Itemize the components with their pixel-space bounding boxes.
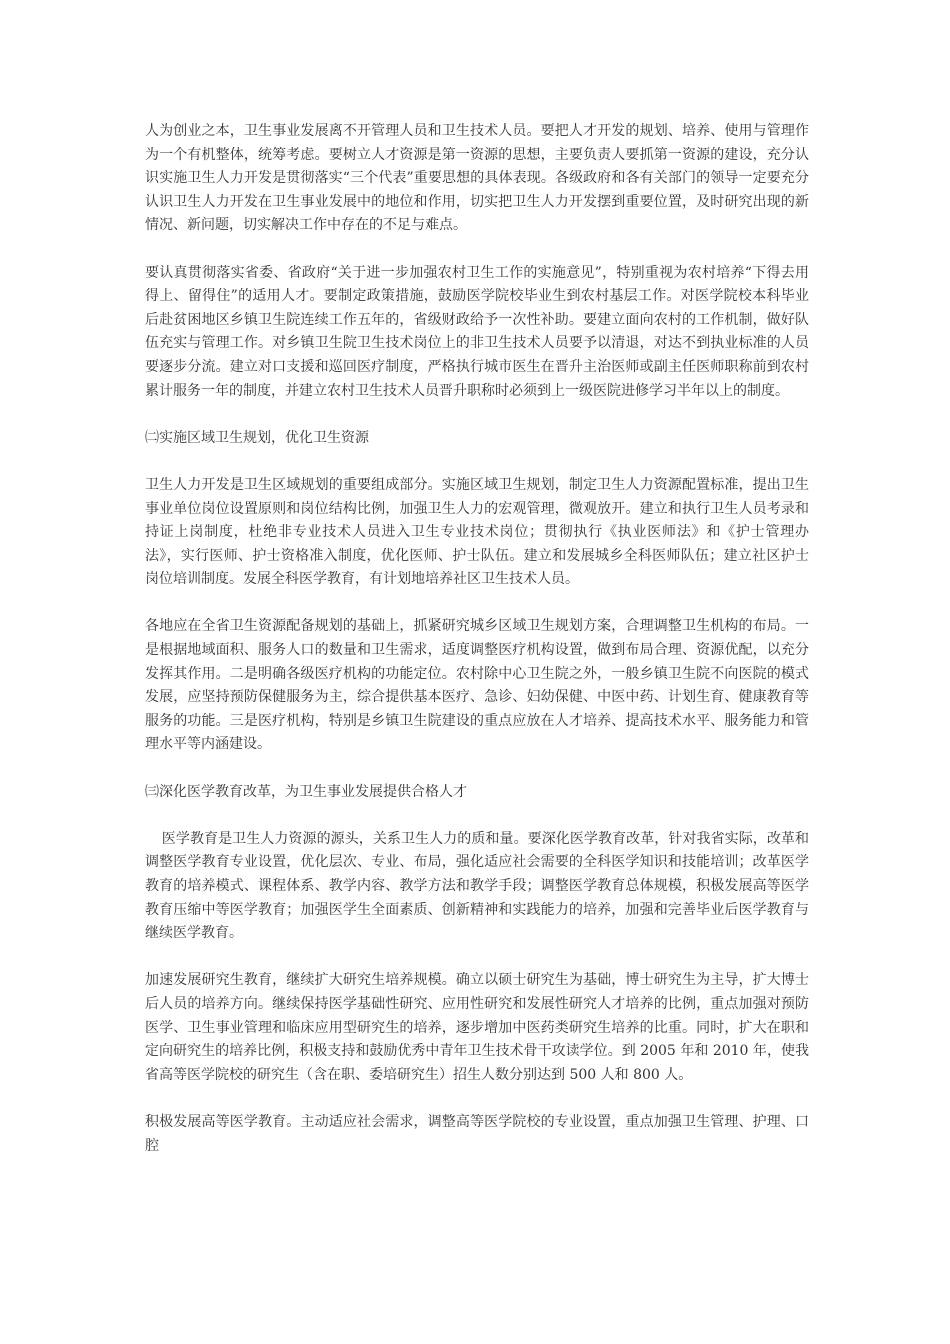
section-heading: ㈡实施区域卫生规划，优化卫生资源 — [145, 429, 369, 446]
body-paragraph: 医学教育是卫生人力资源的源头，关系卫生人力的质和量。要深化医学教育改革，针对我省实际，改革和调整医学教育专业设置，优化层次、专业、布局，强化适应社会需要的全科医学知识和技能培训；改革医学教育的培养模式、课程体系、教学内容、教学方法和教学手段；调整医学教育总体规模，积极发展高等医学教育压缩中等医学教育；加强医学生全面素质、创新精神和实践能力的培养，加强和完善毕业后医学教育与继续医学教育。 — [145, 830, 809, 942]
body-paragraph: 要认真贯彻落实省委、省政府“关于进一步加强农村卫生工作的实施意见”，特别重视为农村培养“下得去用得上、留得住”的适用人才。要制定政策措施，鼓励医学院校毕业生到农村基层工作。对医学院校本科毕业后赴贫困地区乡镇卫生院连续工作五年的，省级财政给予一次性补助。要建立面向农村的工作机制，做好队伍充实与管理工作。对乡镇卫生院卫生技术岗位上的非卫生技术人员要予以清退，对达不到执业标准的人员要逐步分流。建立对口支援和巡回医疗制度，严格执行城市医生在晋升主治医师或副主任医师职称前到农村累计服务一年的制度，并建立农村卫生技术人员晋升职称时必须到上一级医院进修学习半年以上的制度。 — [145, 264, 809, 399]
body-paragraph: 积极发展高等医学教育。主动适应社会需求，调整高等医学院校的专业设置，重点加强卫生管理、护理、口腔 — [145, 1113, 809, 1154]
body-paragraph: 卫生人力开发是卫生区域规划的重要组成部分。实施区域卫生规划，制定卫生人力资源配置标准，提出卫生事业单位岗位设置原则和岗位结构比例，加强卫生人力的宏观管理，微观放开。建立和执行卫生人员考录和持证上岗制度，杜绝非专业技术人员进入卫生专业技术岗位；贯彻执行《执业医师法》和《护士管理办法》，实行医师、护士资格准入制度，优化医师、护士队伍。建立和发展城乡全科医师队伍；建立社区护士岗位培训制度。发展全科医学教育，有计划地培养社区卫生技术人员。 — [145, 476, 809, 588]
section-heading: ㈢深化医学教育改革，为卫生事业发展提供合格人才 — [145, 783, 467, 800]
document-page — [145, 120, 809, 1182]
body-paragraph: 人为创业之本，卫生事业发展离不开管理人员和卫生技术人员。要把人才开发的规划、培养、使用与管理作为一个有机整体，统筹考虑。要树立人才资源是第一资源的思想，主要负责人要抓第一资源的建设，充分认识实施卫生人力开发是贯彻落实“三个代表”重要思想的具体表现。各级政府和各有关部门的领导一定要充分认识卫生人力开发在卫生事业发展中的地位和作用，切实把卫生人力开发摆到重要位置，及时研究出现的新情况、新问题，切实解决工作中存在的不足与难点。 — [145, 123, 809, 234]
body-paragraph: 加速发展研究生教育，继续扩大研究生培养规模。确立以硕士研究生为基础，博士研究生为主导，扩大博士后人员的培养方向。继续保持医学基础性研究、应用性研究和发展性研究人才培养的比例，重点加强对预防医学、卫生事业管理和临床应用型研究生的培养，逐步增加中医药类研究生培养的比重。同时，扩大在职和定向研究生的培养比例，积极支持和鼓励优秀中青年卫生技术骨干攻读学位。到 2005 年和 2010 年，使我省高等医学院校的研究生（含在职、委培研究生）招生人数分别达到 500 人和 800 人。 — [145, 972, 809, 1083]
body-paragraph: 各地应在全省卫生资源配备规划的基础上，抓紧研究城乡区域卫生规划方案，合理调整卫生机构的布局。一是根据地域面积、服务人口的数量和卫生需求，适度调整医疗机构设置，做到布局合理、资源优配，以充分发挥其作用。二是明确各级医疗机构的功能定位。农村除中心卫生院之外，一般乡镇卫生院不向医院的模式发展，应坚持预防保健服务为主，综合提供基本医疗、急诊、妇幼保健、中医中药、计划生育、健康教育等服务的功能。三是医疗机构，特别是乡镇卫生院建设的重点应放在人才培养、提高技术水平、服务能力和管理水平等内涵建设。 — [145, 618, 809, 753]
